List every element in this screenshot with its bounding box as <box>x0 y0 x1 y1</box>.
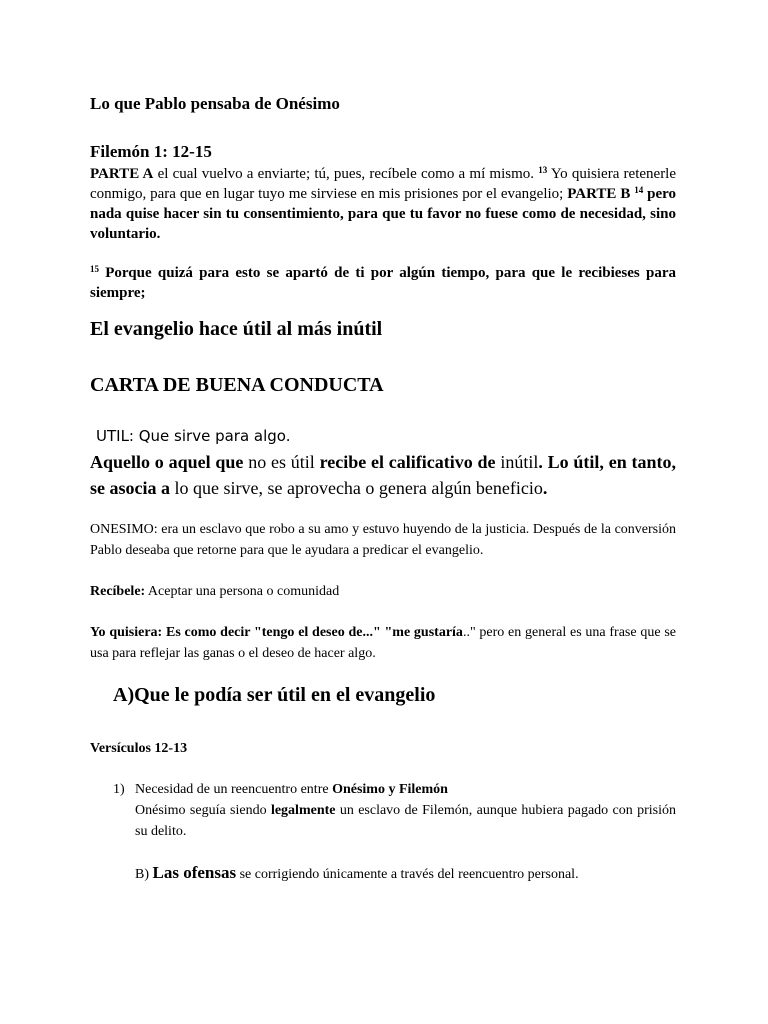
list-item-1-lead: Necesidad de un reencuentro entre Onésimo y Filemón <box>135 782 448 797</box>
recibele-definition: Recíbele: Aceptar una persona o comunidad <box>90 584 340 599</box>
item-b: B) Las ofensas se corrigiendo únicamente a través del reencuentro personal. <box>135 863 579 882</box>
versiculos-label: Versículos 12-13 <box>90 741 188 756</box>
list-item-1-body: Onésimo seguía siendo legalmente un esclavo de Filemón, aunque hubiera pagado con prisión su delito. <box>135 803 676 839</box>
list-item-1 <box>135 779 676 842</box>
verse-number-14: 14 <box>634 185 644 195</box>
verse-14: pero nada quise hacer sin tu consentimiento, para que tu favor no fuese como de necesidad, sino voluntario. <box>90 186 676 242</box>
heading-evangelio: El evangelio hace útil al más inútil <box>90 318 383 340</box>
onesimo-definition: ONESIMO: era un esclavo que robo a su amo y estuvo huyendo de la justicia. Después de la conversión Pablo deseaba que retorne para que le ayudara a predicar el evangelio. <box>90 522 676 558</box>
scripture-passage <box>90 164 676 244</box>
parte-a-label: PARTE A <box>90 166 154 182</box>
document-title: Lo que Pablo pensaba de Onésimo <box>90 94 340 113</box>
aquello-paragraph: Aquello o aquel que no es útil recibe el calificativo de inútil. Lo útil, en tanto, se asocia a lo que sirve, se aprovecha o genera algún beneficio. <box>90 452 676 498</box>
yo-quisiera-definition: Yo quisiera: Es como decir "tengo el deseo de..." "me gustaría.." pero en general es una frase que se usa para reflejar las ganas o el deseo de hacer algo. <box>90 625 676 661</box>
section-a-heading: A)Que le podía ser útil en el evangelio <box>113 684 436 706</box>
scripture-reference: Filemón 1: 12-15 <box>90 142 212 161</box>
verse-number-13: 13 <box>538 165 548 175</box>
verse-number-15: 15 <box>90 264 99 274</box>
verse-15-paragraph <box>90 263 676 303</box>
list-item-number: 1) <box>113 782 125 797</box>
verse-13: Yo quisiera retenerle conmigo, para que en lugar tuyo me sirviese en mis prisiones por el evangelio; <box>90 166 677 202</box>
verse-15: Porque quizá para esto se apartó de ti por algún tiempo, para que le recibieses para siempre; <box>90 265 676 301</box>
parte-b-label: PARTE B <box>567 186 631 202</box>
heading-carta: CARTA DE BUENA CONDUCTA <box>90 374 384 396</box>
util-definition: UTIL: Que sirve para algo. <box>96 427 291 445</box>
verse-12: el cual vuelvo a enviarte; tú, pues, recíbele como a mí mismo. <box>153 166 539 182</box>
